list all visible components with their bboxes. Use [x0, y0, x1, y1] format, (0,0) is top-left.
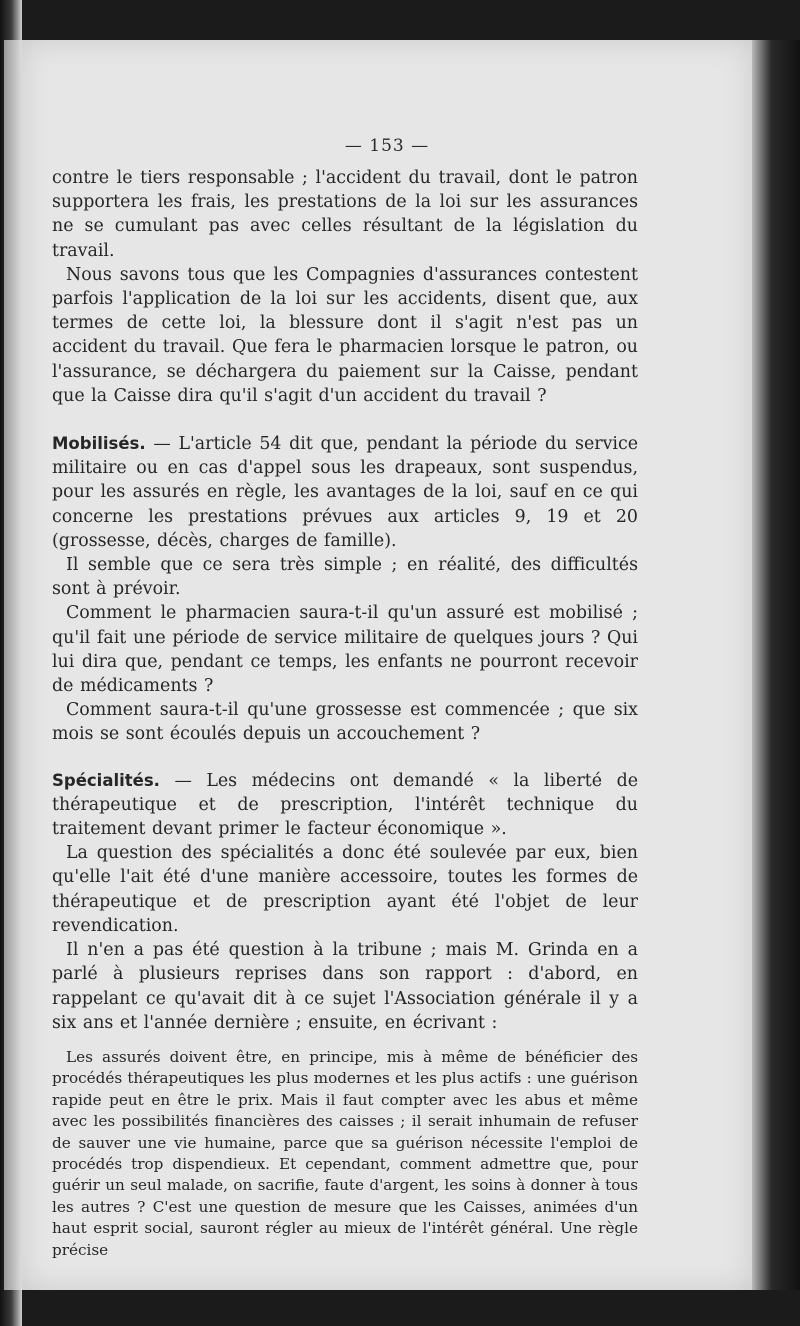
page-number: — 153 — — [344, 136, 430, 156]
paragraph: contre le tiers responsable ; l'accident du travail, dont le patron supportera les frais, les prestations de la loi sur les assurances ne se cumulant pas avec celles résultant de la législation du travail. — [52, 168, 638, 261]
paragraph: Comment saura-t-il qu'une grossesse est commencée ; que six mois se sont écoulés depuis un accouchement ? — [52, 700, 638, 745]
block-quote: Les assurés doivent être, en principe, mis à même de bénéficier des procédés thérapeutiques les plus modernes et les plus actifs : une guérison rapide peut en être le prix. Mais il faut compter avec les abus et même avec les possibilités financières des caisses ; il serait inhumain de refuser de sauver une vie humaine, parce que sa guérison nécessite l'emploi de procédés trop dispendieux. Et cependant, comment admettre que, pour guérir un seul malade, on sacrifie, faute d'argent, les soins à donner à tous les autres ? C'est une question de mesure que les Caisses, animées d'un haut esprit social, sauront régler au mieux de l'intérêt général. Une règle précise — [52, 1047, 638, 1259]
book-page — [22, 40, 752, 1290]
section-mobilises: Mobilisés. — L'article 54 dit que, pendant la période du service militaire ou en cas d'appel sous les drapeaux, sont suspendus, pour les assurés en règle, les avantages de la loi, sauf en ce qui concerne les prestations prévues aux articles 9, 19 et 20 (grossesse, décès, charges de famille). — [52, 434, 638, 551]
section-heading: Mobilisés. — [52, 434, 146, 454]
section-heading: Spécialités. — [52, 770, 160, 790]
previous-page-edge — [4, 40, 22, 1290]
page-edge-shadow — [752, 40, 800, 1290]
page-body — [52, 166, 638, 1261]
section-specialites: Spécialités. — Les médecins ont demandé « la liberté de thérapeutique et de prescription, l'intérêt technique du traitement devant primer le facteur économique ». — [52, 770, 638, 840]
paragraph: La question des spécialités a donc été soulevée par eux, bien qu'elle l'ait été d'une manière accessoire, toutes les formes de thérapeutique et de prescription ayant été l'objet de leur revendication. — [52, 843, 638, 936]
paragraph: Il n'en a pas été question à la tribune ; mais M. Grinda en a parlé à plusieurs reprises dans son rapport : d'abord, en rappelant ce qu'avait dit à ce sujet l'Association générale il y a six ans et l'année dernière ; ensuite, en écrivant : — [52, 940, 638, 1033]
paragraph: Il semble que ce sera très simple ; en réalité, des difficultés sont à prévoir. — [52, 555, 638, 600]
paragraph: Nous savons tous que les Compagnies d'assurances contestent parfois l'application de la loi sur les accidents, disent que, aux termes de cette loi, la blessure dont il s'agit n'est pas un accident du travail. Que fera le pharmacien lorsque le patron, ou l'assurance, se déchargera du paiement sur la Caisse, pendant que la Caisse dira qu'il s'agit d'un accident du travail ? — [52, 264, 638, 406]
paragraph: Comment le pharmacien saura-t-il qu'un assuré est mobilisé ; qu'il fait une période de service militaire de quelques jours ? Qui lui dira que, pendant ce temps, les enfants ne pourront recevoir de médicaments ? — [52, 603, 638, 697]
